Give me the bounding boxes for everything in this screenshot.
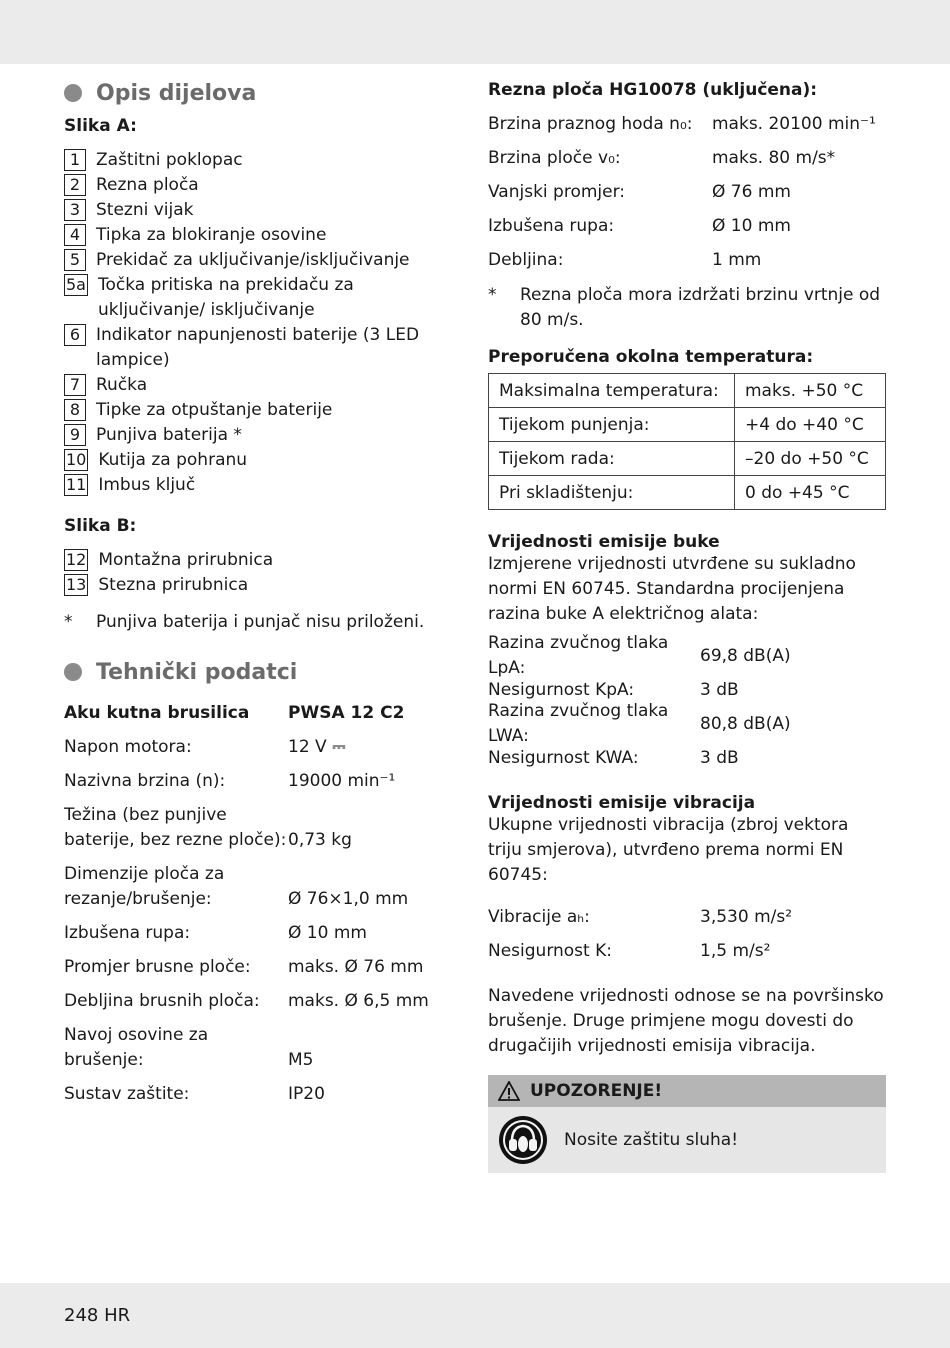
section-heading-tech [64, 657, 464, 687]
part-item [64, 473, 464, 498]
spec-row [64, 921, 464, 946]
value-row [488, 209, 886, 243]
part-number: 4 [64, 224, 86, 246]
temp-row [489, 374, 886, 408]
value-row [488, 701, 886, 746]
parts-list-a [64, 148, 464, 498]
part-item [64, 248, 464, 273]
value-label: Brzina praznog hoda n₀: [488, 113, 693, 134]
value-label: Razina zvučnog tlaka LWA: [488, 701, 669, 746]
value-label: Nesigurnost KWA: [488, 747, 639, 768]
section-heading-parts [64, 78, 464, 108]
temp-label: Tijekom punjenja: [489, 408, 735, 442]
disc-note-star: * [488, 285, 497, 305]
section-title: Opis dijelova [96, 80, 257, 106]
warning-body [488, 1107, 886, 1173]
spec-label: Debljina brusnih ploča: [64, 991, 260, 1011]
part-label: Stezni vijak [96, 200, 194, 220]
part-number: 6 [64, 324, 86, 346]
part-number: 2 [64, 174, 86, 196]
top-band [0, 0, 950, 64]
warning-title: UPOZORENJE! [530, 1081, 663, 1101]
value-label: Razina zvučnog tlaka LpA: [488, 633, 669, 678]
warning-box [488, 1075, 886, 1173]
value-label: Vibracije aₕ: [488, 906, 590, 927]
disc-specs [488, 107, 886, 277]
part-label: Indikator napunjenosti baterije (3 LED lampice) [96, 325, 420, 370]
value-row [488, 741, 886, 775]
part-item [64, 148, 464, 173]
spec-label: Izbušena rupa: [64, 923, 191, 943]
part-label: Montažna prirubnica [98, 550, 274, 570]
spec-header [64, 701, 464, 726]
noise-intro: Izmjerene vrijednosti utvrđene su sukladno normi EN 60745. Standardna procijenjena razina buke A električnog alata: [488, 554, 856, 624]
part-label: Zaštitni poklopac [96, 150, 243, 170]
value-label: Nesigurnost K: [488, 940, 612, 961]
spec-value: M5 [288, 1050, 314, 1070]
spec-value: 19000 min⁻¹ [288, 771, 396, 791]
value-label: Nesigurnost KpA: [488, 679, 635, 700]
part-label: Tipke za otpuštanje baterije [96, 400, 333, 420]
disc-note-text: Rezna ploča mora izdržati brzinu vrtnje od 80 m/s. [520, 285, 881, 330]
part-number: 10 [66, 450, 87, 469]
part-number: 13 [66, 575, 87, 594]
spec-label: Sustav zaštite: [64, 1084, 190, 1104]
temp-value: 0 do +45 °C [735, 476, 886, 510]
temp-row [489, 408, 886, 442]
warning-text: Nosite zaštitu sluha! [564, 1130, 739, 1150]
vibration-title: Vrijednosti emisije vibracija [488, 793, 756, 813]
spec-row [64, 989, 464, 1014]
value-label: Vanjski promjer: [488, 181, 626, 202]
left-column [64, 78, 464, 1107]
temp-label: Tijekom rada: [489, 442, 735, 476]
part-item [64, 398, 464, 423]
vibration-outro: Navedene vrijednosti odnose se na površinsko brušenje. Druge primjene mogu dovesti do drugačijih vrijednosti emisija vibracija. [488, 986, 884, 1056]
value-row [488, 243, 886, 277]
spec-row [64, 1023, 464, 1073]
part-label: Kutija za pohranu [98, 450, 248, 470]
spec-row [64, 735, 464, 760]
part-label: Ručka [96, 375, 148, 395]
hearing-protection-icon [498, 1115, 548, 1165]
part-label: Prekidač za uključivanje/isključivanje [96, 250, 410, 270]
part-label: Punjiva baterija * [96, 425, 242, 445]
spec-table [64, 735, 464, 1107]
value-row [488, 633, 886, 678]
part-item [64, 223, 464, 248]
part-item [64, 548, 464, 573]
spec-header-model: PWSA 12 C2 [288, 703, 405, 723]
noise-values [488, 633, 886, 775]
value-label: Izbušena rupa: [488, 215, 615, 236]
part-number: 1 [64, 149, 86, 171]
part-number: 3 [64, 199, 86, 221]
part-number: 12 [66, 550, 87, 569]
spec-row [64, 1082, 464, 1107]
part-item [64, 448, 464, 473]
spec-value: IP20 [288, 1084, 325, 1104]
temp-table [488, 373, 886, 510]
temp-title: Preporučena okolna temperatura: [488, 347, 814, 367]
warning-header [488, 1075, 886, 1107]
value-value: 3 dB [700, 747, 739, 768]
part-label: Tipka za blokiranje osovine [96, 225, 327, 245]
spec-value: 12 V ⎓ [288, 737, 346, 757]
temp-label: Pri skladištenju: [489, 476, 735, 510]
spec-label: Nazivna brzina (n): [64, 771, 226, 791]
page-footer: 248 HR [64, 1305, 131, 1326]
footnote [64, 610, 464, 635]
fig-b-title: Slika B: [64, 516, 137, 536]
bullet-icon [64, 84, 82, 102]
parts-list-b [64, 548, 464, 598]
part-number: 5a [66, 275, 86, 294]
spec-value: maks. Ø 6,5 mm [288, 991, 429, 1011]
spec-label: Težina (bez punjive baterije, bez rezne ploče): [64, 805, 287, 850]
part-number: 8 [64, 399, 86, 421]
value-label: Brzina ploče v₀: [488, 147, 621, 168]
temp-value: –20 do +50 °C [735, 442, 886, 476]
part-item [64, 273, 464, 323]
spec-label: Promjer brusne ploče: [64, 957, 251, 977]
part-label: Točka pritiska na prekidaču za uključivanje/ isključivanje [97, 275, 354, 320]
spec-value: 0,73 kg [288, 830, 352, 850]
temp-row [489, 476, 886, 510]
temp-row [489, 442, 886, 476]
spec-row [64, 803, 464, 853]
temp-label: Maksimalna temperatura: [489, 374, 735, 408]
footnote-text: Punjiva baterija i punjač nisu priloženi. [96, 612, 425, 632]
bottom-band [0, 1283, 950, 1348]
value-row [488, 934, 886, 968]
part-item [64, 323, 464, 373]
vibration-values [488, 900, 886, 968]
spec-label: Napon motora: [64, 737, 192, 757]
warning-triangle-icon [498, 1081, 520, 1101]
disc-title: Rezna ploča HG10078 (uključena): [488, 80, 818, 100]
temp-value: maks. +50 °C [735, 374, 886, 408]
value-value: 69,8 dB(A) [700, 645, 791, 666]
part-item [64, 198, 464, 223]
value-value: Ø 10 mm [712, 215, 791, 236]
spec-label: Navoj osovine za brušenje: [64, 1025, 209, 1070]
spec-value: Ø 76×1,0 mm [288, 889, 409, 909]
value-row [488, 107, 886, 141]
temp-value: +4 do +40 °C [735, 408, 886, 442]
part-item [64, 173, 464, 198]
spec-label: Dimenzije ploča za rezanje/brušenje: [64, 864, 225, 909]
part-number: 11 [66, 475, 87, 494]
value-value: 3,530 m/s² [700, 906, 793, 927]
spec-value: maks. Ø 76 mm [288, 957, 424, 977]
value-value: 1 mm [712, 249, 762, 270]
footnote-star: * [64, 612, 73, 632]
spec-value: Ø 10 mm [288, 923, 367, 943]
part-number: 9 [64, 424, 86, 446]
value-row [488, 141, 886, 175]
disc-note [488, 283, 886, 333]
part-label: Stezna prirubnica [98, 575, 249, 595]
section-title: Tehnički podatci [96, 659, 298, 685]
part-item [64, 373, 464, 398]
spec-row [64, 862, 464, 912]
part-item [64, 423, 464, 448]
value-value: maks. 80 m/s* [712, 147, 836, 168]
right-column [488, 78, 886, 1173]
value-value: Ø 76 mm [712, 181, 791, 202]
value-value: maks. 20100 min⁻¹ [712, 113, 876, 134]
value-row [488, 900, 886, 934]
spec-row [64, 769, 464, 794]
value-row [488, 175, 886, 209]
value-value: 3 dB [700, 679, 739, 700]
part-number: 5 [64, 249, 86, 271]
bullet-icon [64, 663, 82, 681]
part-number: 7 [64, 374, 86, 396]
value-value: 1,5 m/s² [700, 940, 771, 961]
part-item [64, 573, 464, 598]
part-label: Imbus ključ [98, 475, 196, 495]
noise-title: Vrijednosti emisije buke [488, 532, 720, 552]
fig-a-title: Slika A: [64, 116, 137, 136]
spec-header-label: Aku kutna brusilica [64, 703, 250, 723]
vibration-intro: Ukupne vrijednosti vibracija (zbroj vektora triju smjerova), utvrđeno prema normi EN 60745: [488, 815, 849, 885]
value-label: Debljina: [488, 249, 564, 270]
part-label: Rezna ploča [96, 175, 199, 195]
value-value: 80,8 dB(A) [700, 713, 791, 734]
spec-row [64, 955, 464, 980]
